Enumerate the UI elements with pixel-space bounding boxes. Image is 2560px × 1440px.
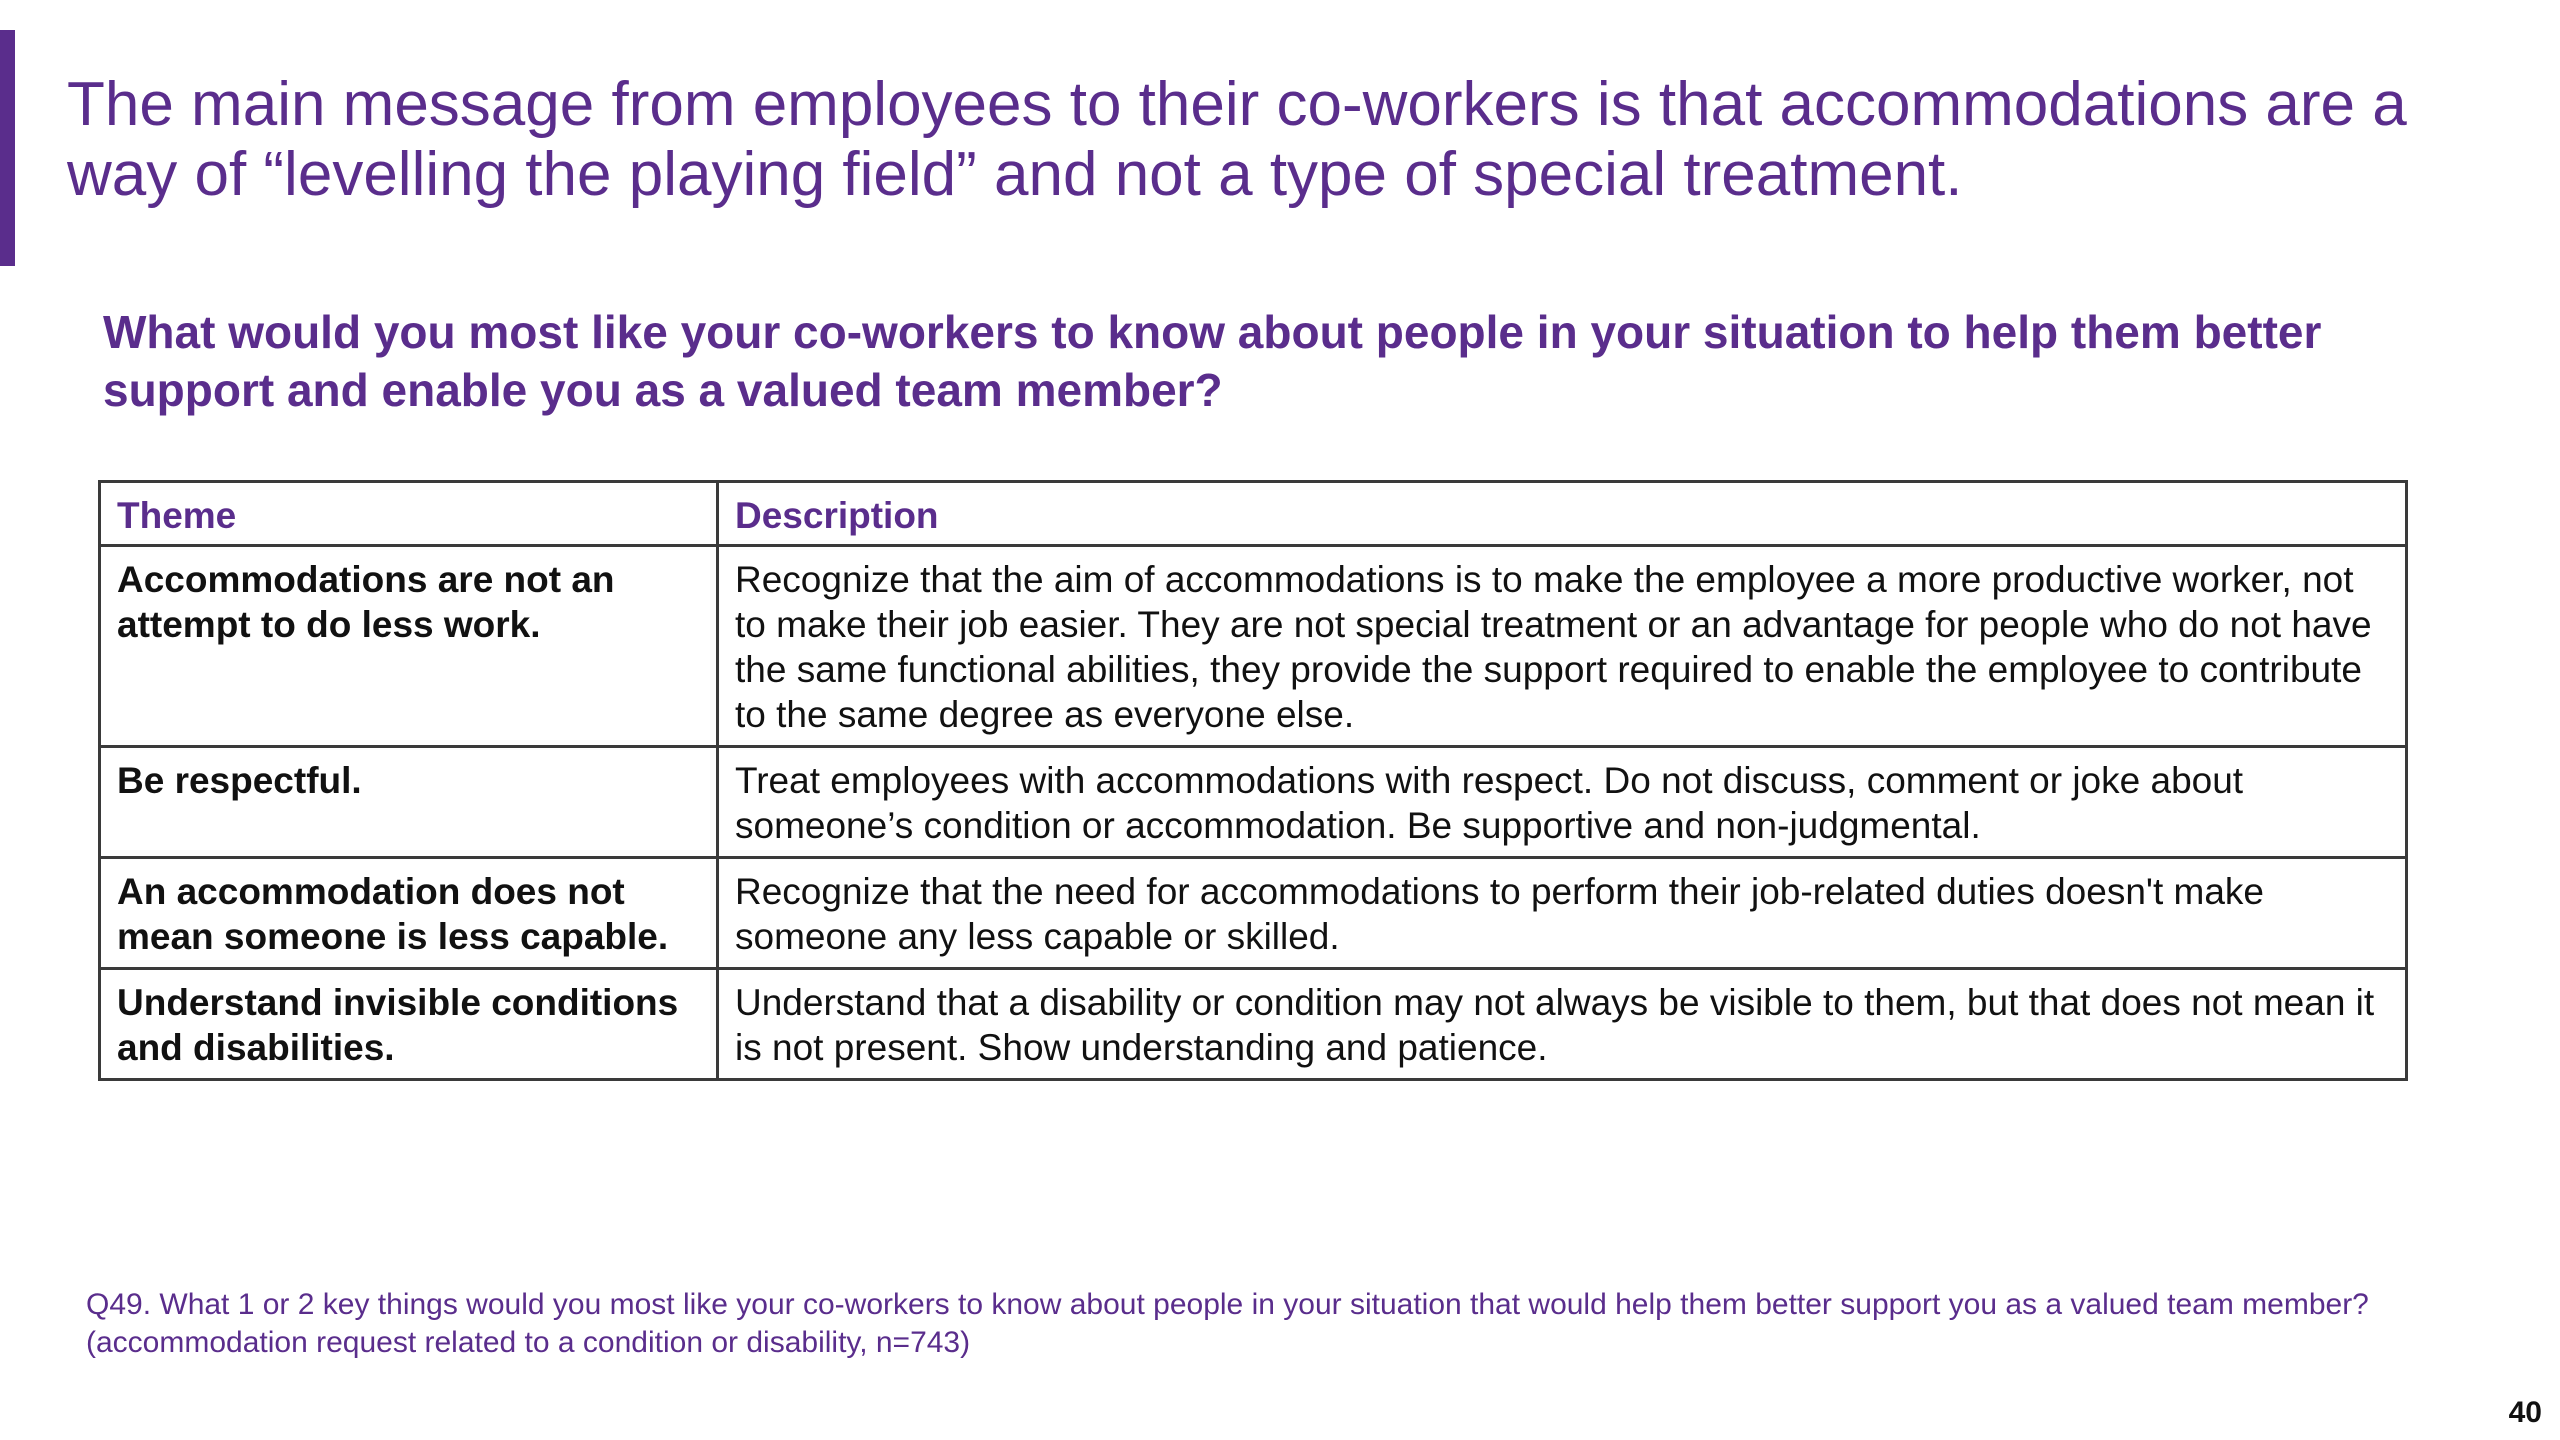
table-row xyxy=(100,747,2407,858)
table-row xyxy=(100,546,2407,747)
theme-cell: Understand invisible conditions and disabilities. xyxy=(100,969,718,1080)
slide-headline: The main message from employees to their co-workers is that accommodations are a way of “levelling the playing field” and not a type of special treatment. xyxy=(67,70,2407,209)
accent-bar xyxy=(0,30,15,266)
description-cell: Treat employees with accommodations with respect. Do not discuss, comment or joke about someone’s condition or accommodation. Be supportive and non-judgmental. xyxy=(718,747,2407,858)
theme-cell: Be respectful. xyxy=(100,747,718,858)
theme-column-header: Theme xyxy=(100,482,718,546)
table-header-row xyxy=(100,482,2407,546)
description-cell: Recognize that the aim of accommodations is to make the employee a more productive worker, not to make their job easier. They are not special treatment or an advantage for people who do not have the same functional abilities, they provide the support required to enable the employee to contribute to the same degree as everyone else. xyxy=(718,546,2407,747)
description-column-header: Description xyxy=(718,482,2407,546)
survey-question: What would you most like your co-workers to know about people in your situation to help them better support and enable you as a valued team member? xyxy=(103,306,2322,416)
table-row xyxy=(100,858,2407,969)
themes-table xyxy=(98,480,2408,1081)
page-number: 40 xyxy=(2508,1396,2542,1429)
theme-cell: An accommodation does not mean someone is less capable. xyxy=(100,858,718,969)
footnote: Q49. What 1 or 2 key things would you most like your co-workers to know about people in your situation that would help them better support you as a valued team member? (accommodation request related to a condition or disability, n=743) xyxy=(86,1288,2369,1359)
table-row xyxy=(100,969,2407,1080)
description-cell: Recognize that the need for accommodations to perform their job-related duties doesn't make someone any less capable or skilled. xyxy=(718,858,2407,969)
theme-cell: Accommodations are not an attempt to do less work. xyxy=(100,546,718,747)
description-cell: Understand that a disability or condition may not always be visible to them, but that does not mean it is not present. Show understanding and patience. xyxy=(718,969,2407,1080)
